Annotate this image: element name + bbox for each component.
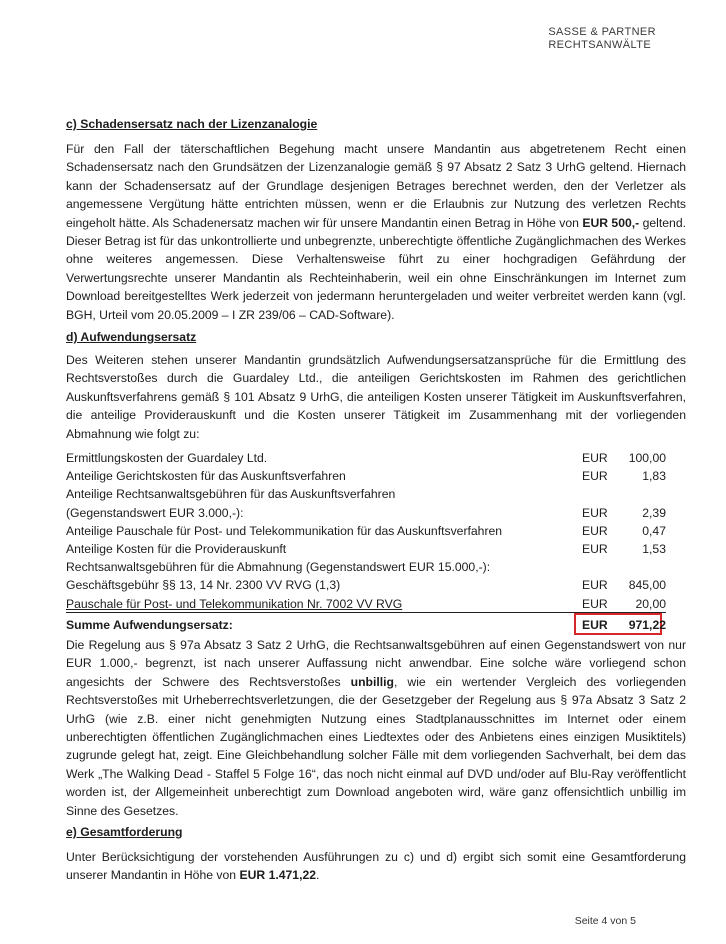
section-e-amount: EUR 1.471,22 xyxy=(239,868,317,883)
cost-amount: 100,00 xyxy=(628,451,666,465)
cost-row xyxy=(66,485,666,503)
section-d2-paragraph xyxy=(66,636,686,820)
cost-currency: EUR xyxy=(582,469,608,484)
section-c-heading: c) Schadensersatz nach der Lizenzanalogie xyxy=(66,117,318,131)
cost-amount: 1,53 xyxy=(642,541,666,556)
section-d-continuation xyxy=(66,636,686,820)
section-d xyxy=(66,329,686,345)
letterhead-firm-name: SASSE & PARTNER xyxy=(548,26,656,38)
section-c-amount: EUR 500,- xyxy=(582,215,640,230)
cost-amount: 1,83 xyxy=(642,469,666,484)
cost-currency: EUR xyxy=(582,451,608,465)
cost-amount: 20,00 xyxy=(635,596,666,611)
cost-currency: EUR xyxy=(582,523,608,538)
cost-label: Anteilige Gerichtskosten für das Auskunftsverfahren xyxy=(66,469,346,484)
section-c-text-2: geltend. Dieser Betrag ist für das unkontrollierte und unbegrenzte, unberechtigte öffentliche Zugänglichmachen des Werkes ohne weiteres angemessen. Diese Verhaltensweise führt zu einer hochgradigen Gefährdung der Verwertungsrechte unserer Mandantin als Rechteinhaberin, weil ein ohne Einschränkungen im Internet zum Download bereitgestelltes Werk jederzeit von jedermann heruntergeladen und weiter verbreitet werden kann (vgl. BGH, Urteil vom 20.05.2009 – I ZR 239/06 – CAD-Software). xyxy=(66,215,686,322)
sum-row xyxy=(66,616,666,634)
cost-label: Anteilige Pauschale für Post- und Telekommunikation für das Auskunftsverfahren xyxy=(66,523,503,538)
cost-label: Anteilige Kosten für die Providerauskunft xyxy=(66,541,287,556)
cost-amount: 2,39 xyxy=(642,505,666,520)
cost-row xyxy=(66,558,666,576)
page-number: Seite 4 von 5 xyxy=(574,915,636,927)
cost-label: Anteilige Rechtsanwaltsgebühren für das Auskunftsverfahren xyxy=(66,487,396,502)
section-d-heading: d) Aufwendungsersatz xyxy=(66,330,197,344)
section-e-text-2: . xyxy=(316,868,320,883)
sum-currency: EUR xyxy=(582,617,608,632)
cost-label: Geschäftsgebühr §§ 13, 14 Nr. 2300 VV RVG (1,3) xyxy=(66,578,341,593)
section-d2-text-2: , wie ein wertender Vergleich des vorliegenden Rechtsverstoßes mit Urheberrechtsverletzungen, die der Gesetzgeber der Regelung aus § 97a Absatz 3 Satz 2 UrhG (wie z.B. einer nicht genehmigten Nutzung eines Stadtplanausschnittes im Internet oder einem unberechtigten öffentlichen Zugänglichmachen eines Liedtextes oder des Anbietens eines einzigen Musiktitels) zugrunde gelegt hat, zeigt. Eine Gleichbehandlung solcher Fälle mit dem vorliegenden Sachverhalt, bei dem das Werk „The Walking Dead - Staffel 5 Folge 16“, das noch nicht einmal auf DVD und/oder auf Blu-Ray veröffentlicht worden ist, der Allgemeinheit unberechtigt zum Download angeboten wird, wäre ganz offensichtlich unbillig im Sinne des Gesetzes. xyxy=(66,674,686,818)
cost-currency: EUR xyxy=(582,541,608,556)
cost-row xyxy=(66,522,666,540)
cost-row xyxy=(66,467,666,485)
section-c-body xyxy=(66,140,686,324)
cost-label: Rechtsanwaltsgebühren für die Abmahnung (Gegenstandswert EUR 15.000,-): xyxy=(66,560,491,575)
cost-amount: 845,00 xyxy=(628,578,666,593)
letterhead-subtitle: RECHTSANWÄLTE xyxy=(548,39,652,51)
section-d-body xyxy=(66,351,686,443)
section-d2-text-1: Die Regelung aus § 97a Absatz 3 Satz 2 UrhG, die Rechtsanwaltsgebühren auf einen Gegenstandswert von nur EUR 1.000,- begrenzt, ist nach unserer Auffassung nicht anwendbar. Eine solche wäre vorliegend schon angesichts der Schwere des Rechtsverstoßes xyxy=(66,638,686,689)
cost-row xyxy=(66,540,666,558)
section-e-heading: e) Gesamtforderung xyxy=(66,825,183,839)
section-d2-emphasis: unbillig xyxy=(350,674,394,689)
sum-amount: 971,22 xyxy=(628,617,666,632)
section-c-paragraph xyxy=(66,140,686,324)
section-e-text-1: Unter Berücksichtigung der vorstehenden Ausführungen zu c) und d) ergibt sich somit eine Gesamtforderung unserer Mandantin in Höhe von xyxy=(66,850,686,883)
cost-amount: 0,47 xyxy=(642,523,666,538)
cost-table xyxy=(66,449,666,634)
cost-currency: EUR xyxy=(582,596,608,611)
cost-row xyxy=(66,449,666,467)
section-e xyxy=(66,824,686,840)
section-c-text-1: Für den Fall der täterschaftlichen Begehung macht unsere Mandantin aus abgetretenem Recht einen Schadensersatz nach den Grundsätzen der Lizenzanalogie gemäß § 97 Absatz 2 Satz 3 UrhG geltend. Hiernach kann der Schadensersatz auf der Grundlage desjenigen Betrages berechnet werden, den der Verletzer als angemessene Vergütung hätte entrichten müssen, wenn er die Erlaubnis zur Nutzung des verletzen Rechts eingeholt hätte. Als Schadenersatz machen wir für unsere Mandantin einen Betrag in Höhe von xyxy=(66,142,686,230)
letterhead xyxy=(548,26,656,52)
section-e-body xyxy=(66,848,686,885)
section-d-paragraph: Des Weiteren stehen unserer Mandantin grundsätzlich Aufwendungsersatzansprüche für die Ermittlung des Rechtsverstoßes durch die Guardaley Ltd., die anteiligen Gerichtskosten im Rahmen des gerichtlichen Auskunftsverfahrens gemäß § 101 Absatz 9 UrhG, die anteiligen Kosten unserer Tätigkeit im Auskunftsverfahren, die anteilige Providerauskunft und die Kosten unserer Tätigkeit im Zusammenhang mit der vorliegenden Abmahnung wie folgt zu: xyxy=(66,353,686,441)
section-e-paragraph xyxy=(66,848,686,885)
sum-label: Summe Aufwendungsersatz: xyxy=(66,617,233,632)
cost-row xyxy=(66,595,666,613)
cost-currency: EUR xyxy=(582,578,608,593)
cost-label: Pauschale für Post- und Telekommunikation Nr. 7002 VV RVG xyxy=(66,596,403,611)
cost-currency: EUR xyxy=(582,505,608,520)
section-c xyxy=(66,116,686,132)
cost-label: Ermittlungskosten der Guardaley Ltd. xyxy=(66,451,268,465)
cost-label: (Gegenstandswert EUR 3.000,-): xyxy=(66,505,244,520)
cost-row xyxy=(66,504,666,522)
cost-row xyxy=(66,576,666,594)
